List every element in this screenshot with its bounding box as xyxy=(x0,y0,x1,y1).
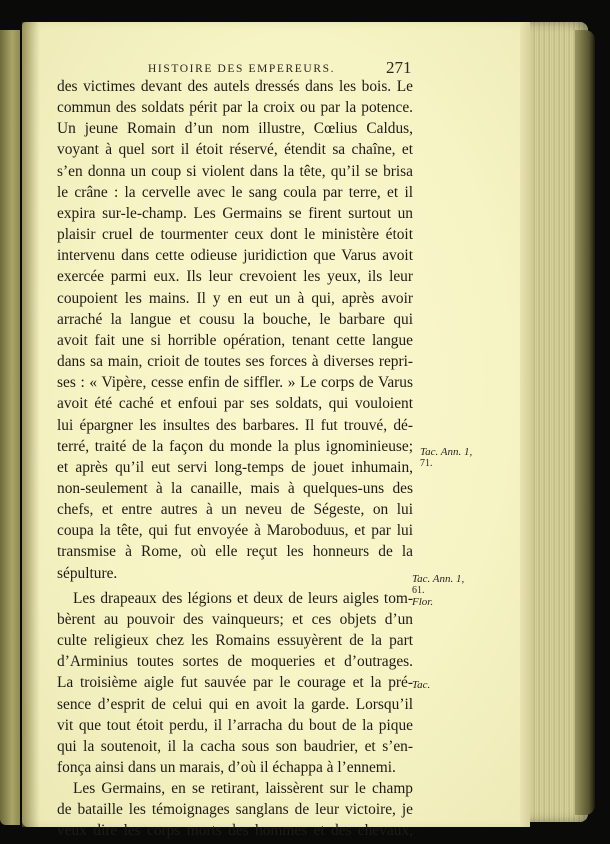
margin-note-extra: Flor. xyxy=(412,596,434,608)
text-line: bèrent au pouvoir des vainqueurs; et ces objets d’un xyxy=(57,610,413,628)
margin-note-ref: Tac. Ann. 1, xyxy=(412,573,465,585)
text-line: Un jeune Romain d’un nom illustre, Cœlius Caldus, xyxy=(57,120,413,138)
text-line: culte religieux chez les Romains essuyèrent de la part xyxy=(57,632,413,650)
text-line: arraché la langue et cousu la bouche, le barbare qui xyxy=(57,310,413,328)
text-line: terré, traité de la façon du monde la plus ignominieuse; xyxy=(57,437,413,455)
text-line: sence d’esprit de celui qui en avoit la garde. Lorsqu’il xyxy=(57,695,413,713)
text-line: fonça ainsi dans un marais, d’où il échappa à l’ennemi. xyxy=(57,759,396,776)
margin-note-citation xyxy=(412,573,464,608)
text-line: d’Arminius toutes sortes de moqueries et d’outrages. xyxy=(57,653,413,671)
page-number: 271 xyxy=(386,58,412,77)
text-line: voyant à quel sort il étoit réservé, étendit sa chaîne, et xyxy=(57,141,413,159)
text-line: et après qu’il eut servi long-temps de jouet inhumain, xyxy=(57,458,413,476)
text-line: commun des soldats périt par la croix ou par la potence. xyxy=(57,99,413,117)
text-line: La troisième aigle fut sauvée par le courage et la pré- xyxy=(57,674,413,692)
text-line: coupoient les mains. Il y en eut un à qui, après avoir xyxy=(57,289,413,307)
outer-margin-strip xyxy=(520,22,530,827)
margin-note-ref: Tac. xyxy=(412,679,431,691)
body-text xyxy=(57,76,413,842)
text-line: veux dire les corps morts des hommes et des chevaux, xyxy=(57,822,413,840)
book-fore-edge xyxy=(575,30,595,815)
text-line: sépulture. xyxy=(57,564,118,582)
text-line: chefs, et entre autres à un neveu de Ségeste, on lui xyxy=(57,501,413,519)
text-line: ses : « Vipère, cesse enfin de siffler. » Le corps de Varus xyxy=(57,374,413,392)
margin-note-citation xyxy=(412,679,430,691)
text-line: expira sur-le-champ. Les Germains se firent surtout un xyxy=(57,204,413,222)
text-line: vit que tout étoit perdu, il l’arracha du bout de la pique xyxy=(57,716,413,734)
margin-note-ref: Tac. Ann. 1, xyxy=(420,446,473,458)
facing-page-edge xyxy=(0,30,20,825)
text-line: plaisir cruel de tourmenter ceux dont le ministère étoit xyxy=(57,226,413,244)
text-line: des victimes devant des autels dressés dans les bois. Le xyxy=(57,78,413,95)
paragraph-start-line: Les drapeaux des légions et deux de leurs aigles tom- xyxy=(73,589,413,607)
text-line: de bataille les témoignages sanglans de leur victoire, je xyxy=(57,801,413,819)
margin-note-number: 61. xyxy=(412,585,425,596)
margin-note-citation xyxy=(420,446,472,469)
text-line: dans sa main, crioit de toutes ses forces à diverses repri- xyxy=(57,353,413,371)
text-line: avoit fait une si horrible opération, tenant cette langue xyxy=(57,331,413,349)
text-line: lui épargner les insultes des barbares. Il fut trouvé, dé- xyxy=(57,416,413,434)
text-line: coupa la tête, qui fut envoyée à Maroboduus, et par lui xyxy=(57,522,413,540)
paragraph-start-line: Les Germains, en se retirant, laissèrent sur le champ xyxy=(73,780,413,798)
text-line: exercée parmi eux. Ils leur crevoient les yeux, ils leur xyxy=(57,268,413,286)
text-line: qui la soutenoit, il la cacha sous son baudrier, et s’en- xyxy=(57,737,413,755)
gutter-shadow xyxy=(22,22,40,827)
text-line: le crâne : la cervelle avec le sang coula par terre, et il xyxy=(57,183,413,201)
text-line: transmise à Rome, où elle reçut les honneurs de la xyxy=(57,543,413,561)
text-line: non-seulement à la canaille, mais à quelques-uns des xyxy=(57,479,413,497)
margin-note-number: 71. xyxy=(420,458,433,469)
text-line: avoit été caché et enfoui par ses soldats, qui vouloient xyxy=(57,395,413,413)
running-title: HISTOIRE DES EMPEREURS. xyxy=(148,63,336,75)
text-line: intervenu dans cette odieuse juridiction que Varus avoit xyxy=(57,247,413,265)
text-line: s’en donna un coup si violent dans la tête, qu’il se brisa xyxy=(57,162,413,180)
